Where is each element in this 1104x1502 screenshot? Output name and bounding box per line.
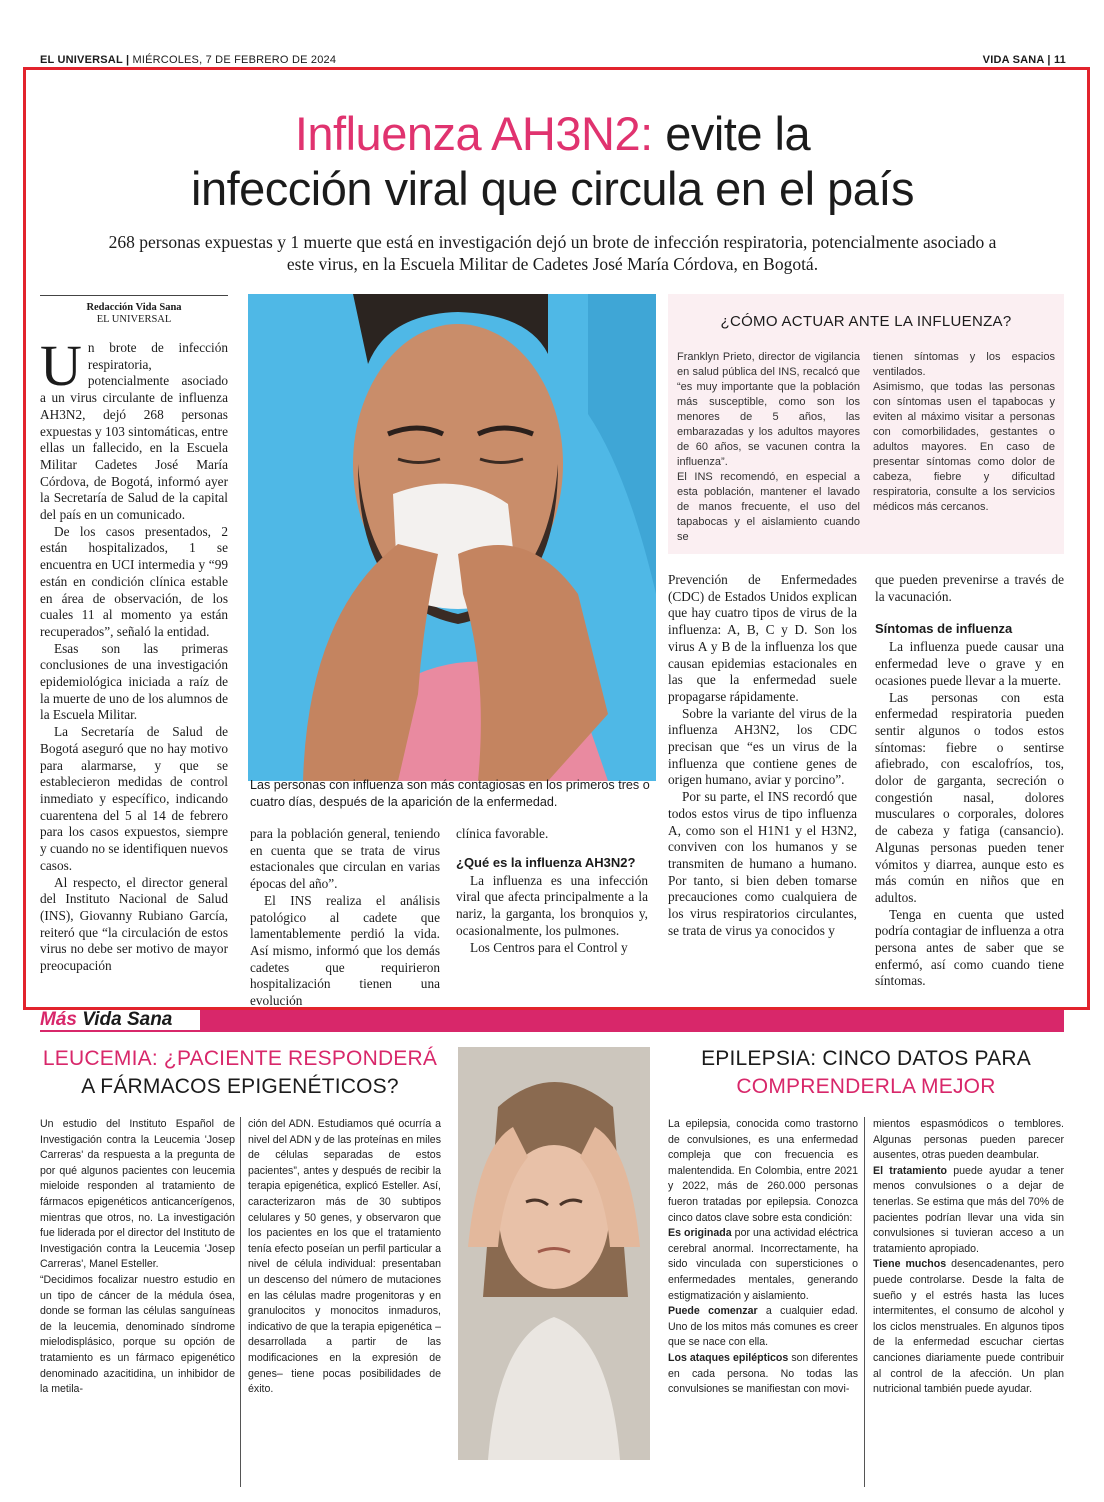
header-right: VIDA SANA | 11 [982,54,1066,66]
paragraph: Al respecto, el director general del Instituto Nacional de Salud (INS), Giovanny Rubiano García, reiteró que “la circulación de estos virus no debe ser motivo de mayor preocupación [40,874,228,974]
article-col-4 [668,572,857,939]
paragraph: Franklyn Prieto, director de vigilancia en salud pública del INS, recalcó que “es muy importante que la población más susceptible, como son los menores de 5 años, las embarazadas y los adultos mayores de 60 años, se vacunen contra la influenza”. [677,351,860,468]
paragraph: mientos espasmódicos o temblores. Algunas personas pueden parecer ausentes, otras pueden deambular. [873,1118,1064,1162]
man-sneezing-illustration [248,294,656,781]
column-divider [240,1117,241,1487]
issue-date: MIÉRCOLES, 7 DE FEBRERO DE 2024 [132,54,337,66]
info-box-col-2 [873,350,1055,515]
leucemia-col-2 [248,1117,441,1398]
paragraph: ción del ADN. Estudiamos qué ocurría a nivel del ADN y de las proteínas en miles de células separadas de estos pacientes”, antes y después de recibir la terapia epigenética, explicó Esteller. Así, caracterizaron más de 30 subtipos celulares y 50 genes, y observaron que los pacientes en los que el tratamiento tenía efecto poseían un perfil particular a nivel de célula individual: presentaban un descenso del número de mutaciones en las células madre progenitoras y en granulocitos y monocitos inmaduros, indicativo de que la terapia epigenética –desarrollada a partir de las modificaciones en la expresión de genes– tiene pocas posibilidades de éxito. [248,1118,441,1396]
paragraph: que pueden prevenirse a través de la vacunación. [875,572,1064,604]
page-number: 11 [1053,54,1066,66]
article-col-5 [875,572,1064,990]
paragraph: La Secretaría de Salud de Bogotá aseguró que no hay motivo para alarmarse, y que se establecieron medidas de control inmediato y específico, indicando cuarentena del 5 al 14 de febrero para los casos expuestos, siempre y cuando no se identifiquen nuevos casos. [40,724,228,873]
paragraph: El INS recomendó, en especial a esta población, mantener el lavado de manos frecuente, el uso del tapabocas y el aislamiento cuando se [677,471,860,543]
paragraph: El INS realiza el análisis patológico al cadete que lamentablemente perdió la vida. Así mismo, informó que los demás cadetes que requirieron hospitalización tienen una evolución [250,892,440,1009]
article-photo [248,294,656,781]
epilepsia-title-line1: EPILEPSIA: CINCO DATOS PARA [701,1047,1031,1070]
article-col-3 [456,826,648,956]
info-box-col-1 [677,350,860,545]
section-band [200,1010,1064,1031]
byline [40,302,228,326]
paragraph: El tratamiento puede ayudar a tener menos convulsiones o a dejar de tenerlas. Se estima que más del 70% de pacientes podrían llevar una vida sin convulsiones si tuvieran acceso a un tratamiento apropiado. [873,1164,1064,1255]
paragraph: Sobre la variante del virus de la influenza AH3N2, los CDC precisan que “es un virus de la influenza que contiene genes de origen humano, aviar y porcino”. [668,705,857,788]
paragraph: Esas son las primeras conclusiones de una investigación epidemiológica iniciada a raíz de la muerte de uno de los alumnos de la Escuela Militar. [40,640,228,723]
header-left: EL UNIVERSAL | MIÉRCOLES, 7 DE FEBRERO DE 2024 [40,54,337,66]
woman-headache-illustration [458,1047,650,1460]
paragraph: Un estudio del Instituto Español de Investigación contra la Leucemia 'Josep Carreras' da respuesta a la pregunta de por qué algunos pacientes con leucemia mieloide responden al tratamiento de fármacos epigenéticos anticancerígenos, mientras que otros, no. La investigación fue liderada por el director del Instituto de Investigación contra la Leucemia 'Josep Carreras', Manel Esteller. [40,1118,235,1271]
epilepsia-title [668,1045,1064,1101]
paragraph: Asimismo, que todas las personas con síntomas usen el tapabocas y eviten al máximo visitar a personas con comorbilidades, gestantes o adultos mayores. En caso de presentar síntomas como dolor de cabeza, fiebre y dificultad respiratoria, consulte a los servicios médicos más cercanos. [873,381,1055,513]
epilepsia-col-2 [873,1117,1064,1398]
paragraph: Los Centros para el Control y [470,939,628,955]
dropcap: U [40,333,82,398]
paragraph: Puede comenzar a cualquier edad. Uno de los mitos más comunes es creer que se nace con ella. [668,1305,858,1349]
leucemia-title-line1: LEUCEMIA: ¿PACIENTE RESPONDERÁ [42,1047,438,1070]
paragraph: Tiene muchos desencadenantes, pero puede controlarse. Desde la falta de sueño y el estrés hasta las luces intermitentes, el consumo de alcohol y los ciclos menstruales. En algunos tipos de la enfermedad escuchar ciertas canciones diariamente puede contribuir al control de la afección. Un plan nutricional también puede ayudar. [873,1258,1064,1396]
paragraph: para la población general, teniendo en cuenta que se trata de virus estacionales que circulan en varias épocas del año”. [250,826,440,892]
section-name: VIDA SANA [982,54,1045,66]
article-col-2 [250,826,440,1010]
epilepsia-col-1 [668,1117,858,1398]
headache-photo [458,1047,650,1460]
info-box-title: ¿CÓMO ACTUAR ANTE LA INFLUENZA? [720,313,1012,330]
article-title [60,106,1045,216]
paragraph: tienen síntomas y los espacios ventilados. [873,351,1055,378]
paragraph: clínica favorable. [456,826,549,841]
title-line2: infección viral que circula en el país [191,162,914,215]
byline-author: Redacción Vida Sana [86,302,182,313]
paragraph: Tenga en cuenta que usted podría contagiar de influenza a otra persona antes de saber que se enfermó, así como cuando tiene síntomas. [875,906,1064,989]
photo-caption: Las personas con influenza son más contagiosas en los primeros tres o cuatro días, después de la aparición de la enfermedad. [250,778,650,809]
paragraph: “Decidimos focalizar nuestro estudio en un tipo de cáncer de la médula ósea, donde se forman las células sanguíneas de la leucemia, denominado síndrome mielodisplásico, porque su opción de tratamiento es un fármaco epigenético denominado azacitidina, un inhibidor de la metila- [40,1273,235,1396]
section-band-label: Más Vida Sana [40,1009,173,1030]
paragraph: Por su parte, el INS recordó que todos estos virus de tipo influenza A, como son el H1N1 y el H3N2, conviven con los humanos y se transmiten de humano a humano. Por tanto, si bien deben tomarse precauciones como cualquiera de los virus respiratorios circulantes, se trata de virus ya conocidos y [668,789,857,938]
leucemia-title-line2: A FÁRMACOS EPIGENÉTICOS? [81,1075,399,1098]
article-deck: 268 personas expuestas y 1 muerte que está en investigación dejó un brote de infección respiratoria, potencialmente asociado a este virus, en la Escuela Militar de Cadetes José María Córdova, en Bogotá. [108,232,997,274]
paragraph: La influenza es una infección viral que afecta principalmente a la nariz, la garganta, los bronquios y, ocasionalmente, los pulmones. [456,872,648,938]
byline-org: EL UNIVERSAL [96,314,172,325]
column-divider [864,1117,865,1487]
subheading: ¿Qué es la influenza AH3N2? [456,854,636,870]
subheading: Síntomas de influenza [875,621,1013,637]
paragraph: Un brote de infección respiratoria, potencialmente asociado a un virus circulante de influenza AH3N2, dejó 268 personas expuestas y 103 sintomáticas, entre ellas un fallecido, en la Escuela Militar Cadetes José María Córdova, de Bogotá, informó ayer la Secretaría de Salud de la capital del país en un comunicado. [40,333,228,523]
paragraph: La influenza puede causar una enfermedad leve o grave y en ocasiones puede llevar a la muerte. [875,639,1064,688]
leucemia-col-1 [40,1117,235,1398]
title-line1-rest: evite la [665,107,811,160]
paragraph: Los ataques epilépticos son diferentes en cada persona. No todas las convulsiones se manifiestan con movi- [668,1351,858,1396]
byline-rule [40,295,228,296]
paragraph: Es originada por una actividad eléctrica cerebral anormal. Incorrectamente, ha sido vinculada con supersticiones o enfermedades mentales, generando estigmatización y aislamiento. [668,1227,858,1302]
leucemia-title [40,1045,440,1101]
article-col-1 [40,333,228,975]
epilepsia-title-line2: COMPRENDERLA MEJOR [736,1075,996,1098]
paragraph: Las personas con esta enfermedad respiratoria pueden sentir algunos o todos estos síntomas: fiebre o sentirse afiebrado, con escalofríos, tos, dolor de garganta, secreción o congestión nasal, dolores musculares o corporales, dolores de cabeza y fatiga (cansancio). Algunas personas pueden tener vómitos y diarrea, aunque esto es más común en niños que en adultos. [875,689,1064,905]
paragraph: De los casos presentados, 2 están hospitalizados, 1 se encuentra en UCI intermedia y “99 están en condición clínica estable en área de observación, de los cuales 11 al momento ya están recuperados”, señaló la entidad. [40,523,228,639]
paragraph: Prevención de Enfermedades (CDC) de Estados Unidos explican que hay cuatro tipos de virus de la influenza: A, B, C y D. Son los virus A y B de la influenza los que causan epidemias estacionales en las que la enfermedad suele propagarse rápidamente. [668,572,857,704]
paragraph: La epilepsia, conocida como trastorno de convulsiones, es una enfermedad compleja que con frecuencia es malentendida. En Colombia, entre 2021 y 2022, más de 260.000 personas fueron tratadas por epilepsia. Conozca cinco datos clave sobre esta condición: [668,1118,858,1224]
title-highlight: Influenza AH3N2: [294,107,653,160]
paper-name: EL UNIVERSAL [40,54,123,66]
